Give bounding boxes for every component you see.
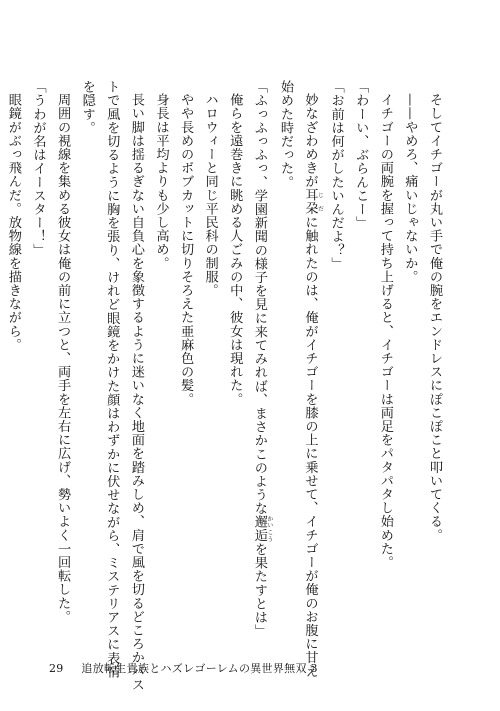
book-title: 追放転生貴族とハズレゴーレムの異世界無双 3: [81, 662, 318, 675]
text-line: イチゴーの両腕を握って持ち上げると、イチゴーは両足をパタパタし始めた。: [377, 93, 393, 570]
text-line: 始めた時だった。: [277, 80, 293, 189]
text-line: 長い脚は揺るぎない自負心を象徴するように迷いなく地面を踏みしめ、肩で風を切るどころかバス: [128, 93, 144, 692]
dialogue-line: 「うわが名はイースター！」: [30, 80, 46, 257]
dialogue-line: 「お前は何がしたいんだよ？」: [328, 80, 344, 271]
text-line: やや長めのボブカットに切りそろえた亜麻色の髪。: [178, 93, 194, 406]
text-line: ハロウィーと同じ平民科の制服。: [202, 93, 218, 298]
text-segment: に触れたのは、俺がイチゴーを膝の上に乗せて、イチゴーが俺のお腹に甘え: [302, 215, 318, 678]
text-line: 身長は平均よりも少し高め。: [153, 93, 169, 270]
text-line: そしてイチゴーが丸い手で俺の腕をエンドレスにぽこぽこと叩いてくる。: [427, 93, 442, 542]
text-line: トで風を切るように胸を張り、けれど眼鏡をかけた顔はわずかに伏せながら、ミステリアスに表情: [104, 80, 120, 679]
page-footer: [49, 660, 318, 676]
text-line: [297, 80, 324, 678]
ruby-kaikou: 邂逅 かいこう: [251, 515, 273, 543]
text-line: 周囲の視線を集める彼女は俺の前に立つと、両手を左右に広げ、勢いよく一回転した。: [55, 93, 71, 624]
dialogue-line: 「わーい、ぶらんこー」: [353, 80, 369, 230]
text-line: ——やめろ、痛いじゃないか。: [402, 93, 418, 284]
page-number: 29: [49, 662, 64, 675]
ruby-jida: 耳朶 じだ: [302, 188, 324, 216]
text-segment: 「ふっふっふっ、学園新聞の様子を見に来てみれば、まさかこのような: [251, 80, 267, 516]
text-segment: を果たすとは」: [251, 542, 267, 638]
dialogue-line: [246, 80, 272, 638]
text-segment: 妙なざわめきが: [302, 93, 318, 189]
text-line: 眼鏡がぶっ飛んだ。放物線を描きながら。: [5, 93, 21, 352]
text-line: を隠す。: [79, 80, 95, 135]
text-line: 俺らを遠巻きに眺める人ごみの中、彼女は現れた。: [227, 93, 243, 406]
